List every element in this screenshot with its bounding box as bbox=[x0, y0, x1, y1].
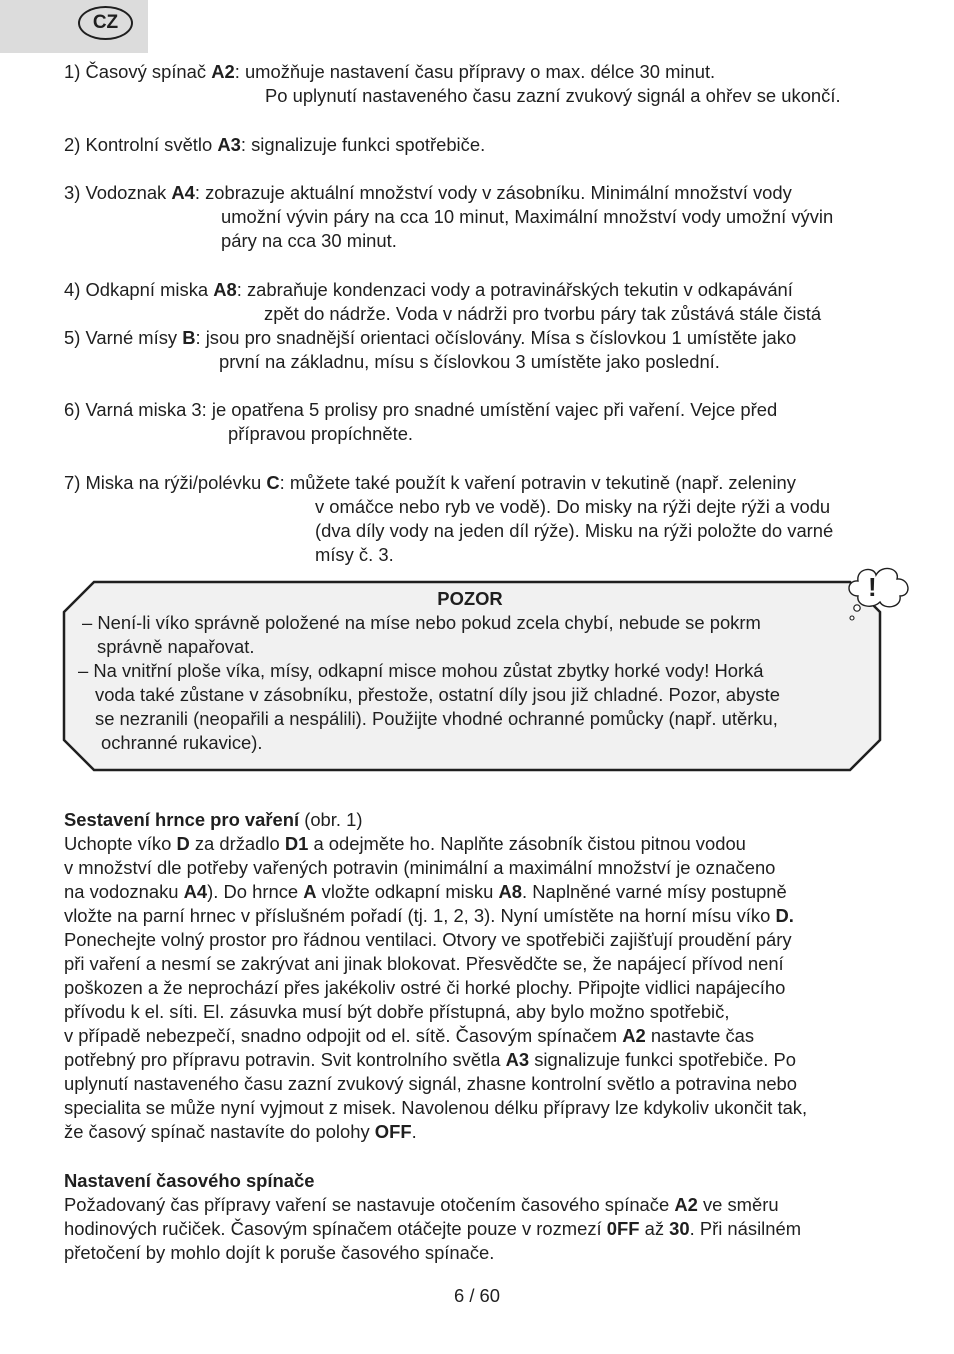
warning-line: ochranné rukavice). bbox=[101, 732, 263, 753]
item-drip-tray-cont: zpět do nádrže. Voda v nádrži pro tvorbu páry tak zůstává stále čistá bbox=[264, 303, 822, 324]
page-number: 6 / 60 bbox=[453, 1285, 500, 1306]
warning-exclamation: ! bbox=[868, 572, 877, 602]
warning-line: – Na vnitřní ploše víka, mísy, odkapní misce mohou zůstat zbytky horké vody! Horká bbox=[78, 660, 764, 681]
assembly-line: na vodoznaku A4). Do hrnce A vložte odkapní misku A8. Naplněné varné mísy postupně bbox=[64, 881, 787, 902]
item-egg-bowl-cont: přípravou propíchněte. bbox=[228, 423, 414, 444]
item-rice-bowl-cont: v omáčce nebo ryb ve vodě). Do misky na rýži dejte rýži a vodu bbox=[315, 496, 831, 517]
assembly-line: vložte na parní hrnec v příslušném pořadí (tj. 1, 2, 3). Nyní umístěte na horní mísu víko D. bbox=[64, 905, 794, 926]
assembly-line: že časový spínač nastavíte do polohy OFF. bbox=[64, 1121, 417, 1142]
assembly-line: při vaření a nesmí se zakrývat ani jinak blokovat. Přesvědčte se, že napájecí přívod není bbox=[64, 953, 784, 974]
item-water-gauge: 3) Vodoznak A4: zobrazuje aktuální množství vody v zásobníku. Minimální množství vody bbox=[64, 182, 792, 203]
item-water-gauge-cont: umožní vývin páry na cca 10 minut, Maximální množství vody umožní vývin bbox=[221, 206, 834, 227]
assembly-line: potřebný pro přípravu potravin. Svit kontrolního světla A3 signalizuje funkci spotřebiče. Po bbox=[64, 1049, 796, 1070]
warning-line: správně napařovat. bbox=[97, 636, 255, 657]
warning-line: – Není-li víko správně položené na míse nebo pokud zcela chybí, nebude se pokrm bbox=[82, 612, 761, 633]
item-steam-bowls: 5) Varné mísy B: jsou pro snadnější orientaci očíslovány. Mísa s číslovkou 1 umístěte jako bbox=[64, 327, 797, 348]
item-rice-bowl-cont: mísy č. 3. bbox=[315, 544, 394, 565]
item-egg-bowl: 6) Varná miska 3: je opatřena 5 prolisy pro snadné umístění vajec při vaření. Vejce před bbox=[64, 399, 778, 420]
timer-line: Požadovaný čas přípravy vaření se nastavuje otočením časového spínače A2 ve směru bbox=[64, 1194, 779, 1215]
language-badge: CZ bbox=[78, 6, 133, 40]
timer-line: přetočení by mohlo dojít k poruše časového spínače. bbox=[64, 1242, 495, 1263]
item-water-gauge-cont: páry na cca 30 minut. bbox=[221, 230, 397, 251]
item-timer-switch: 1) Časový spínač A2: umožňuje nastavení času přípravy o max. délce 30 minut. bbox=[64, 61, 716, 82]
assembly-line: v případě nebezpečí, snadno odpojit od el. sítě. Časovým spínačem A2 nastavte čas bbox=[64, 1025, 755, 1046]
assembly-line: specialita se může nyní vyjmout z misek. Navolenou délku přípravy lze kdykoliv ukončit tak, bbox=[64, 1097, 808, 1118]
assembly-line: Ponechejte volný prostor pro řádnou ventilaci. Otvory ve spotřebiči zajišťují proudění páry bbox=[64, 929, 792, 950]
item-timer-switch-cont: Po uplynutí nastaveného času zazní zvukový signál a ohřev se ukončí. bbox=[265, 85, 841, 106]
warning-line: se nezranili (neopařili a nespálili). Použijte vhodné ochranné pomůcky (např. utěrku, bbox=[95, 708, 778, 729]
timer-line: hodinových ručiček. Časovým spínačem otáčejte pouze v rozmezí 0FF až 30. Při násilném bbox=[64, 1218, 802, 1239]
item-drip-tray: 4) Odkapní miska A8: zabraňuje kondenzaci vody a potravinářských tekutin v odkapávání bbox=[64, 279, 793, 300]
item-rice-bowl: 7) Miska na rýži/polévku C: můžete také použít k vaření potravin v tekutině (např. zeleniny bbox=[64, 472, 796, 493]
item-control-light: 2) Kontrolní světlo A3: signalizuje funkci spotřebiče. bbox=[64, 134, 486, 155]
assembly-line: v množství dle potřeby vařených potravin (minimální a maximální množství je označeno bbox=[64, 857, 776, 878]
assembly-heading: Sestavení hrnce pro vaření (obr. 1) bbox=[64, 809, 363, 830]
assembly-line: přívodu k el. síti. El. zásuvka musí být dobře přístupná, aby bylo možno spotřebič, bbox=[64, 1001, 730, 1022]
item-rice-bowl-cont: (dva díly vody na jeden díl rýže). Misku na rýži položte do varné bbox=[315, 520, 834, 541]
assembly-line: uplynutí nastaveného času zazní zvukový signál, zhasne kontrolní světlo a potravina nebo bbox=[64, 1073, 798, 1094]
item-steam-bowls-cont: první na základnu, mísu s číslovkou 3 umístěte jako poslední. bbox=[219, 351, 720, 372]
warning-title: POZOR bbox=[437, 588, 503, 609]
warning-line: voda také zůstane v zásobníku, přestože, ostatní díly jsou již chladné. Pozor, abyste bbox=[95, 684, 780, 705]
assembly-line: Uchopte víko D za držadlo D1 a odejměte ho. Naplňte zásobník čistou pitnou vodou bbox=[64, 833, 746, 854]
assembly-line: poškozen a že neprochází přes jakékoliv ostré či horké plochy. Připojte vidlici napájecího bbox=[64, 977, 786, 998]
timer-heading: Nastavení časového spínače bbox=[64, 1170, 315, 1191]
